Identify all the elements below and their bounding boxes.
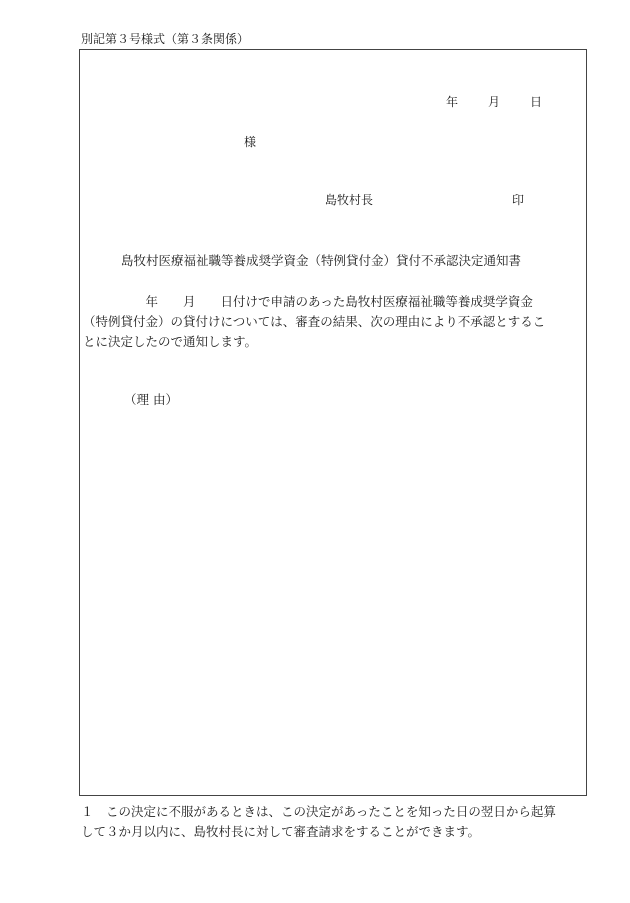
reason-label: （理 由） — [124, 392, 178, 407]
form-number-label: 別記第３号様式（第３条関係） — [81, 32, 250, 46]
notice-body — [83, 292, 583, 352]
date-line — [446, 93, 542, 110]
month-label: 月 — [488, 95, 501, 109]
note-line: して３か月以内に、島牧村長に対して審査請求をすることができます。 — [81, 824, 481, 839]
document-title: 島牧村医療福祉職等養成奨学資金（特例貸付金）貸付不承認決定通知書 — [121, 253, 522, 268]
document-frame — [79, 49, 587, 796]
body-line: とに決定したので通知します。 — [83, 334, 258, 349]
sender-title: 島牧村長 — [325, 193, 374, 207]
body-line: 年 月 日付けで申請のあった島牧村医療福祉職等養成奨学資金 — [83, 294, 533, 309]
year-label: 年 — [446, 95, 459, 109]
appeal-note — [81, 802, 591, 842]
body-line: （特例貸付金）の貸付けについては、審査の結果、次の理由により不承認とするこ — [83, 314, 546, 329]
addressee-suffix: 様 — [244, 135, 257, 149]
seal-mark: 印 — [512, 193, 525, 207]
note-line: １ この決定に不服があるときは、この決定があったことを知った日の翌日から起算 — [81, 804, 556, 819]
day-label: 日 — [530, 95, 543, 109]
